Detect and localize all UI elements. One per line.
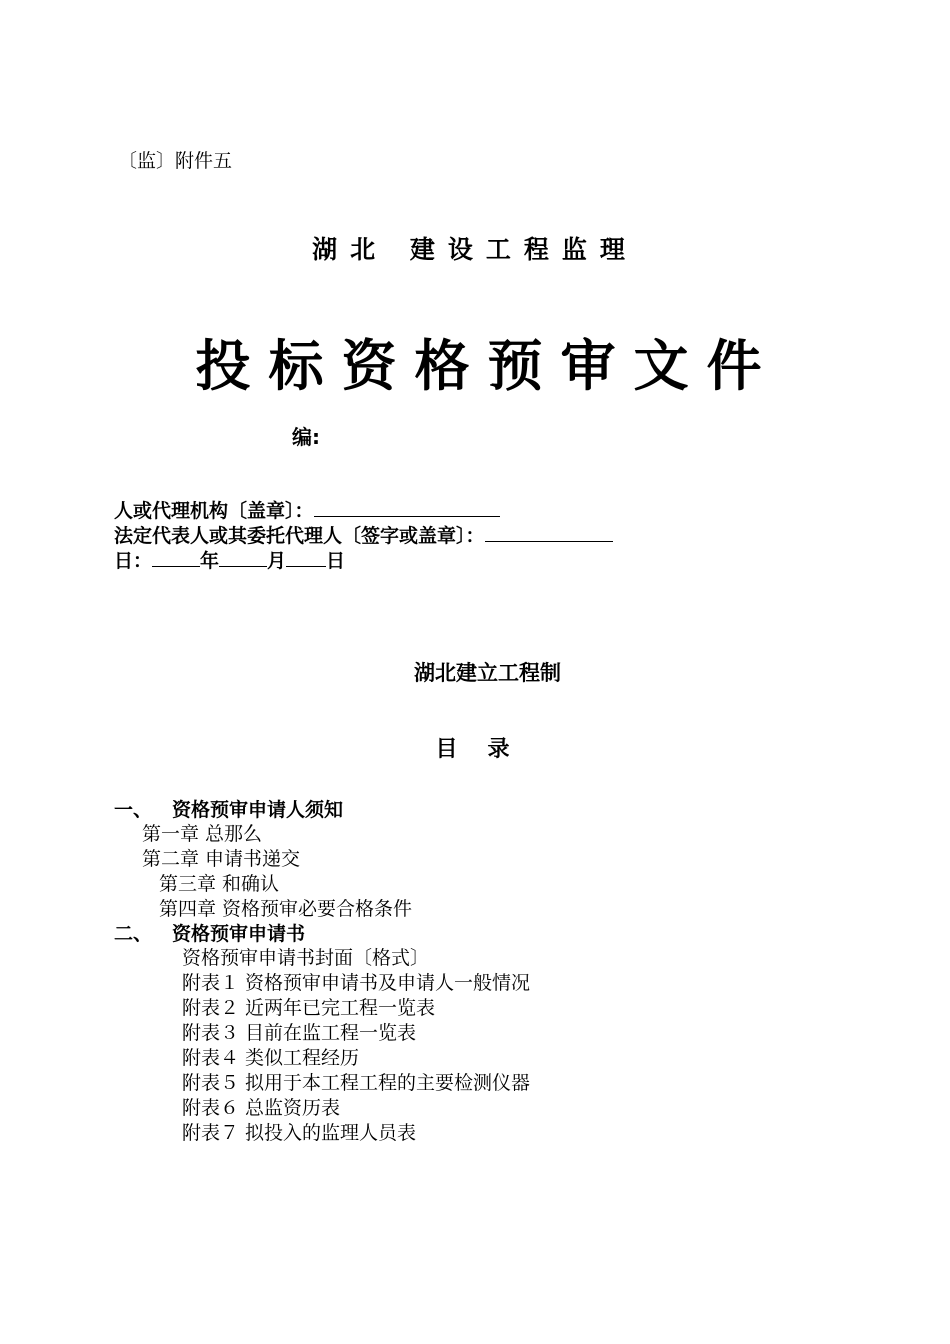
toc-item: 第一章 总那么 — [142, 823, 263, 845]
toc-title: 目录 — [435, 737, 540, 762]
toc-item: 附表５ 拟用于本工程工程的主要检测仪器 — [182, 1072, 531, 1094]
date-prefix: 日： — [114, 550, 153, 572]
toc-item: 附表３ 目前在监工程一览表 — [182, 1022, 417, 1044]
applicant-seal-label: 人或代理机构〔盖章〕： — [114, 500, 314, 522]
month-label: 月 — [267, 550, 287, 572]
representative-signature-blank — [485, 523, 613, 542]
toc-item: 附表１ 资格预审申请书及申请人一般情况 — [182, 972, 531, 994]
toc-item: 第四章 资格预审必要合格条件 — [159, 898, 413, 920]
attachment-label: 〔监〕附件五 — [118, 150, 233, 172]
toc-item: 附表２ 近两年已完工程一览表 — [182, 997, 436, 1019]
toc-section-title: 资格预审申请人须知 — [172, 799, 344, 821]
toc-section-number: 一、 — [114, 799, 153, 821]
document-title: 投标资格预审文件 — [195, 333, 780, 398]
month-blank — [219, 548, 267, 567]
applicant-seal-line — [114, 496, 500, 523]
toc-item: 第二章 申请书递交 — [142, 848, 301, 870]
toc-item: 附表６ 总监资历表 — [182, 1097, 341, 1119]
day-blank — [286, 548, 326, 567]
applicant-seal-blank — [314, 498, 500, 517]
toc-section-title: 资格预审申请书 — [172, 923, 306, 945]
representative-signature-line — [114, 521, 613, 548]
toc-section-heading — [114, 795, 343, 822]
toc-item: 附表７ 拟投入的监理人员表 — [182, 1122, 417, 1144]
toc-item: 资格预审申请书封面〔格式〕 — [182, 947, 430, 969]
toc-section-heading — [114, 919, 305, 946]
issuer-name: 湖北建立工程制 — [414, 661, 561, 685]
toc-section-number: 二、 — [114, 923, 153, 945]
editor-label: 编: — [292, 425, 320, 449]
representative-signature-label: 法定代表人或其委托代理人〔签字或盖章〕： — [114, 525, 485, 547]
toc-item: 附表４ 类似工程经历 — [182, 1047, 360, 1069]
day-label: 日 — [326, 550, 346, 572]
toc-item: 第三章 和确认 — [159, 873, 280, 895]
year-blank — [152, 548, 200, 567]
year-label: 年 — [200, 550, 220, 572]
date-line — [114, 546, 345, 573]
document-subtitle: 湖北 建设工程监理 — [312, 235, 638, 264]
